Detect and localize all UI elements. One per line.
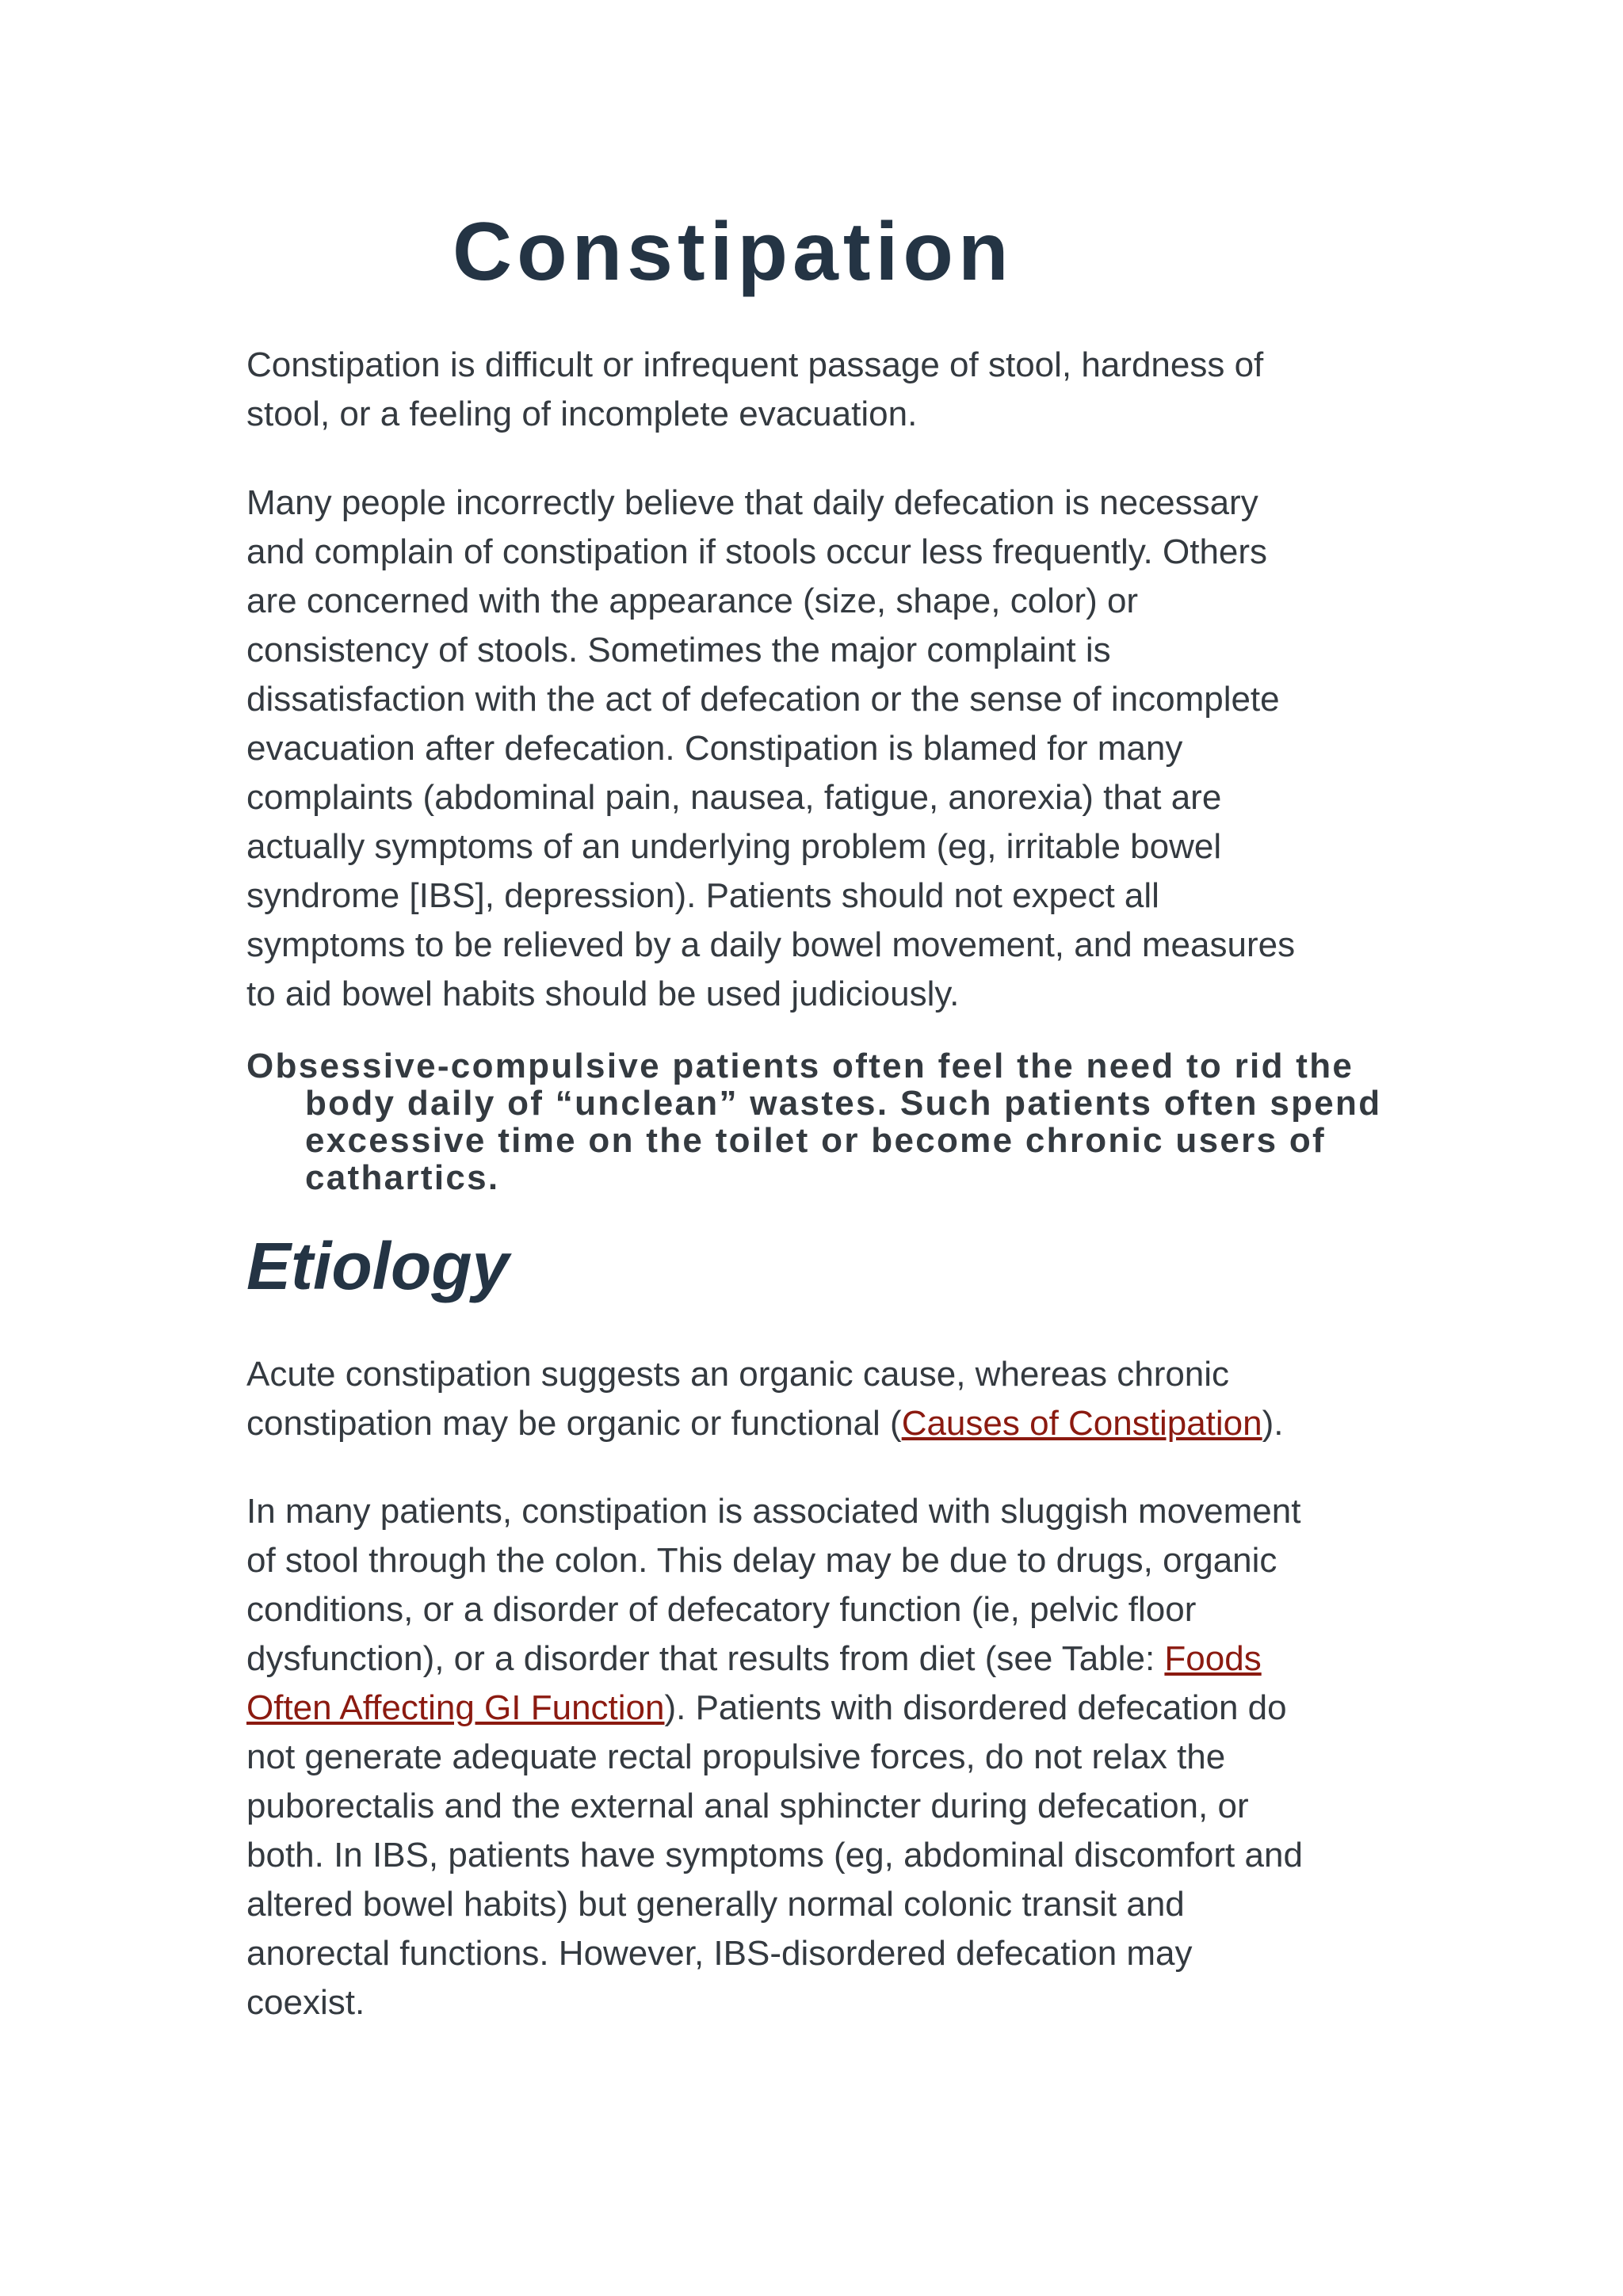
text-segment: constipation may be organic or functional ( [246,1404,902,1443]
overview-paragraph [246,479,1388,1019]
paragraph-line: not generate adequate rectal propulsive forces, do not relax the [246,1737,1226,1776]
paragraph-line: and complain of constipation if stools occur less frequently. Others [246,532,1268,571]
paragraph-line [246,1399,1388,1448]
paragraph-line [246,1634,1388,1684]
paragraph-line: evacuation after defecation. Constipation is blamed for many [246,729,1183,768]
foods-gi-function-link-part2[interactable]: Often Affecting GI Function [246,1688,665,1727]
paragraph-line: to aid bowel habits should be used judiciously. [246,974,960,1013]
text-segment: ). [1262,1404,1284,1443]
intro-paragraph [246,341,1388,439]
paragraph-line: both. In IBS, patients have symptoms (eg, abdominal discomfort and [246,1836,1303,1875]
paragraph-line [246,1684,1388,1733]
paragraph-line: Many people incorrectly believe that daily defecation is necessary [246,483,1258,522]
paragraph-line: symptoms to be relieved by a daily bowel movement, and measures [246,925,1296,964]
etiology-heading: Etiology [246,1229,510,1303]
etiology-paragraph-1 [246,1350,1388,1448]
paragraph-line: anorectal functions. However, IBS-disordered defecation may [246,1934,1193,1973]
foods-gi-function-link-part1[interactable]: Foods [1164,1639,1262,1678]
text-segment: dysfunction), or a disorder that results from diet (see Table: [246,1639,1165,1678]
paragraph-line: actually symptoms of an underlying problem (eg, irritable bowel [246,827,1222,866]
paragraph-line: Acute constipation suggests an organic cause, whereas chronic [246,1355,1230,1394]
intro-line: stool, or a feeling of incomplete evacuation. [246,395,918,433]
pearl-callout: Obsessive-compulsive patients often feel the need to rid the body daily of “unclean” wastes. Such patients often spend excessive time on the toilet or become chronic users of cathartics. [246,1047,1382,1197]
paragraph-line: In many patients, constipation is associated with sluggish movement [246,1492,1301,1531]
paragraph-line: consistency of stools. Sometimes the major complaint is [246,631,1111,669]
paragraph-line: conditions, or a disorder of defecatory function (ie, pelvic floor [246,1590,1197,1629]
page-title: Constipation [453,206,1014,298]
paragraph-line: dissatisfaction with the act of defecation or the sense of incomplete [246,680,1280,719]
paragraph-line: of stool through the colon. This delay may be due to drugs, organic [246,1541,1277,1580]
text-segment: ). Patients with disordered defecation do [664,1688,1287,1727]
paragraph-line: complaints (abdominal pain, nausea, fatigue, anorexia) that are [246,778,1222,817]
paragraph-line: are concerned with the appearance (size, shape, color) or [246,582,1139,620]
etiology-paragraph-2 [246,1487,1388,2027]
paragraph-line: puborectalis and the external anal sphincter during defecation, or [246,1787,1249,1825]
paragraph-line: coexist. [246,1983,365,2022]
intro-line: Constipation is difficult or infrequent passage of stool, hardness of [246,345,1264,384]
causes-of-constipation-link[interactable]: Causes of Constipation [901,1404,1262,1443]
paragraph-line: syndrome [IBS], depression). Patients should not expect all [246,876,1159,915]
paragraph-line: altered bowel habits) but generally normal colonic transit and [246,1885,1185,1924]
